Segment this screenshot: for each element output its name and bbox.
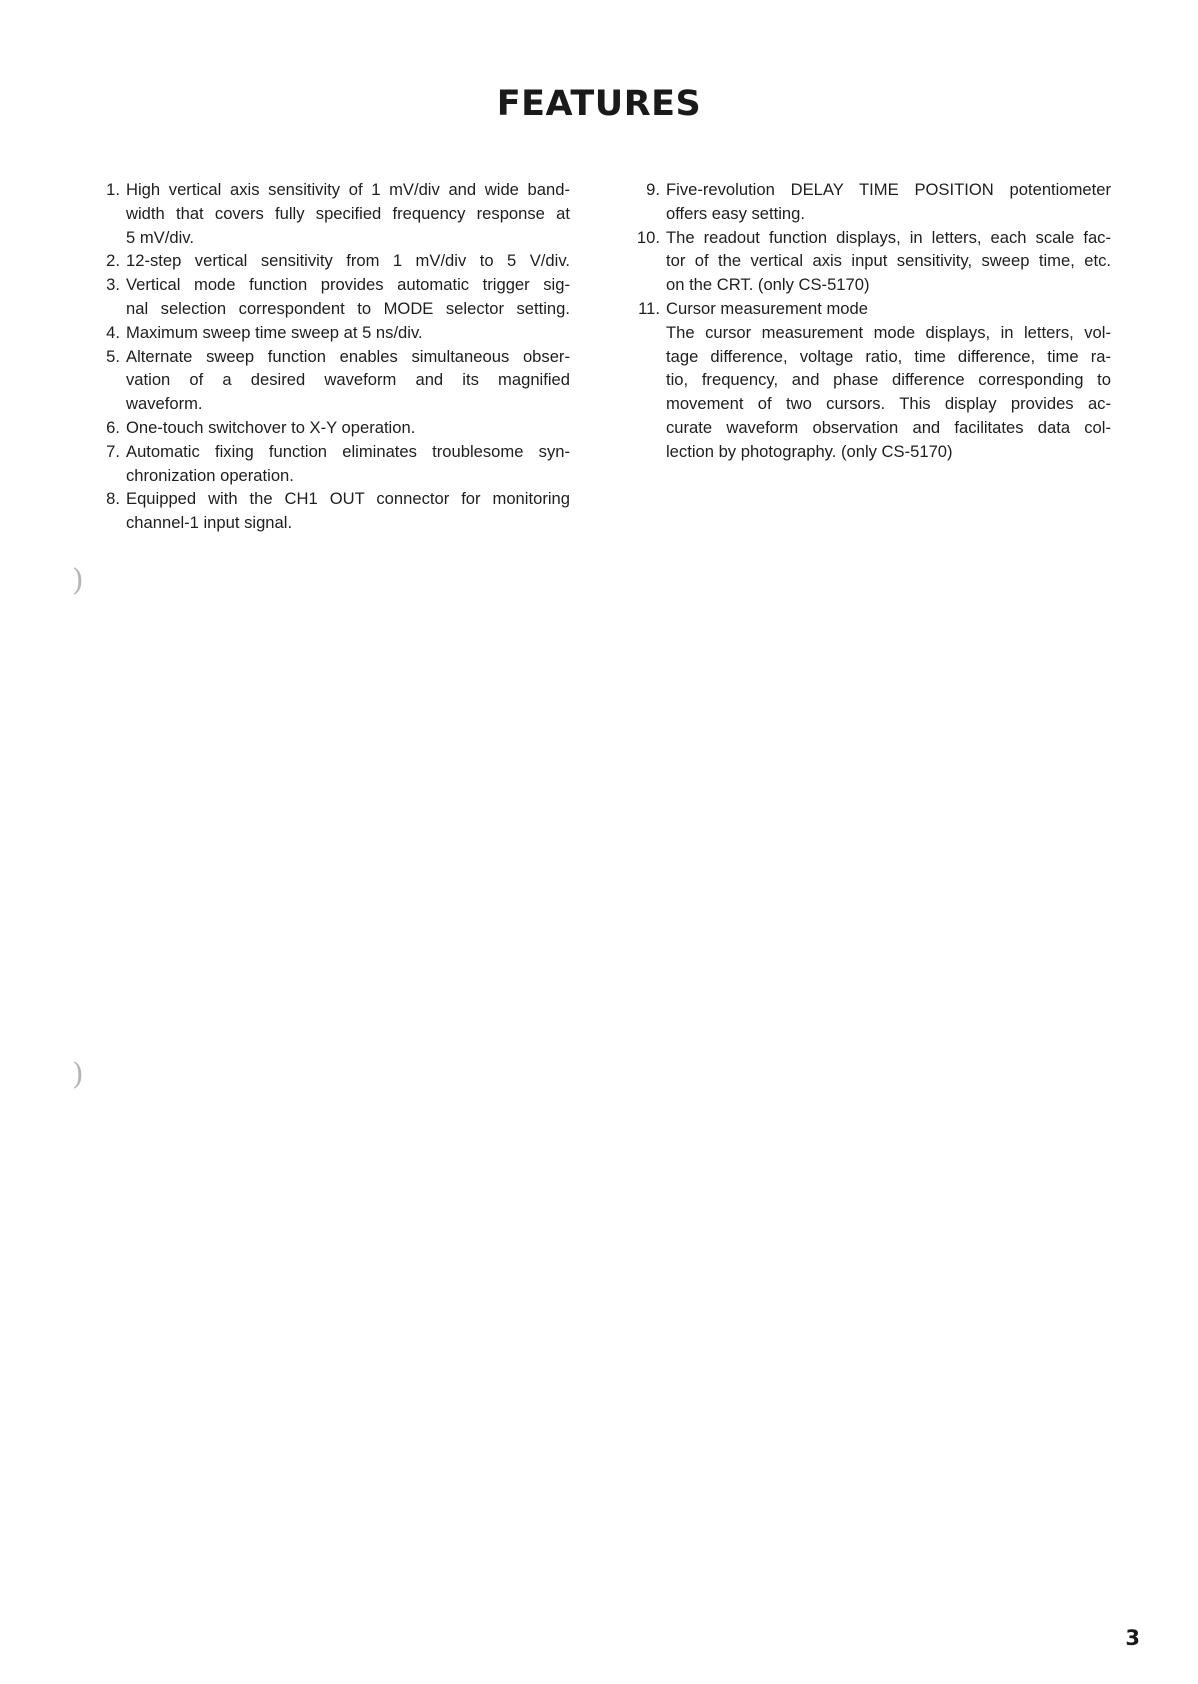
- feature-number: 6.: [106, 417, 120, 437]
- feature-line: movement of two cursors. This display provides ac-: [666, 394, 1111, 414]
- feature-number: 8.: [106, 489, 120, 509]
- feature-number: 10.: [636, 227, 660, 247]
- feature-number: 3.: [106, 275, 120, 295]
- feature-item: [98, 440, 570, 488]
- feature-line: tio, frequency, and phase difference corresponding to: [666, 370, 1111, 390]
- feature-text: [666, 178, 1111, 226]
- feature-line: on the CRT. (only CS-5170): [666, 275, 870, 295]
- feature-line: tage difference, voltage ratio, time difference, time ra-: [666, 346, 1111, 366]
- feature-item: [98, 321, 570, 345]
- feature-line: curate waveform observation and facilitates data col-: [666, 417, 1111, 437]
- feature-item: [625, 297, 1111, 464]
- feature-line: waveform.: [126, 394, 203, 414]
- feature-item: [625, 226, 1111, 297]
- feature-number: 1.: [106, 180, 120, 199]
- feature-item: [98, 345, 570, 416]
- feature-line: nal selection correspondent to MODE selector setting.: [126, 298, 570, 318]
- feature-line: The cursor measurement mode displays, in letters, vol-: [666, 322, 1111, 342]
- feature-item: [98, 416, 570, 440]
- feature-number: 5.: [106, 346, 120, 366]
- feature-line: Cursor measurement mode: [666, 298, 868, 318]
- feature-text: [126, 416, 570, 440]
- feature-item: [98, 178, 570, 249]
- page-title: FEATURES: [496, 84, 702, 124]
- feature-line: Automatic fixing function eliminates troublesome syn-: [126, 441, 570, 461]
- feature-line: Maximum sweep time sweep at 5 ns/div.: [126, 322, 423, 342]
- feature-number: 9.: [646, 180, 660, 199]
- feature-number: 2.: [106, 251, 120, 271]
- feature-line: High vertical axis sensitivity of 1 mV/div and wide band-: [126, 180, 570, 199]
- feature-line: Five-revolution DELAY TIME POSITION potentiometer: [666, 180, 1111, 199]
- feature-item: [98, 273, 570, 321]
- feature-text: [126, 273, 570, 321]
- feature-text: [126, 321, 570, 345]
- feature-item: [625, 178, 1111, 226]
- feature-text: [126, 178, 570, 249]
- feature-line: Vertical mode function provides automatic trigger sig-: [126, 275, 570, 295]
- feature-text: [666, 297, 1111, 464]
- feature-line: lection by photography. (only CS-5170): [666, 441, 953, 461]
- page-number: 3: [1125, 1626, 1140, 1650]
- feature-line: Equipped with the CH1 OUT connector for monitoring: [126, 489, 570, 509]
- features-list-left: [98, 178, 570, 535]
- feature-line: 12-step vertical sensitivity from 1 mV/div to 5 V/div.: [126, 251, 570, 271]
- feature-line: width that covers fully specified frequency response at: [126, 203, 570, 223]
- feature-text: [666, 226, 1111, 297]
- feature-number: 4.: [106, 322, 120, 342]
- feature-text: [126, 440, 570, 488]
- feature-line: offers easy setting.: [666, 203, 805, 223]
- feature-line: 5 mV/div.: [126, 227, 194, 247]
- feature-text: [126, 249, 570, 273]
- feature-item: [98, 249, 570, 273]
- feature-line: The readout function displays, in letters, each scale fac-: [666, 227, 1111, 247]
- feature-line: vation of a desired waveform and its magnified: [126, 370, 570, 390]
- feature-number: 11.: [638, 298, 660, 318]
- feature-text: [126, 345, 570, 416]
- feature-line: chronization operation.: [126, 465, 294, 485]
- feature-text: [126, 487, 570, 535]
- feature-number: 7.: [106, 441, 120, 461]
- feature-line: channel-1 input signal.: [126, 513, 293, 533]
- features-list-right: [625, 178, 1111, 464]
- binder-hole-mark: ): [72, 1057, 84, 1092]
- feature-line: Alternate sweep function enables simultaneous obser-: [126, 346, 570, 366]
- feature-item: [98, 487, 570, 535]
- feature-line: tor of the vertical axis input sensitivity, sweep time, etc.: [666, 251, 1111, 271]
- feature-line: One-touch switchover to X-Y operation.: [126, 417, 416, 437]
- binder-hole-mark: ): [72, 563, 84, 598]
